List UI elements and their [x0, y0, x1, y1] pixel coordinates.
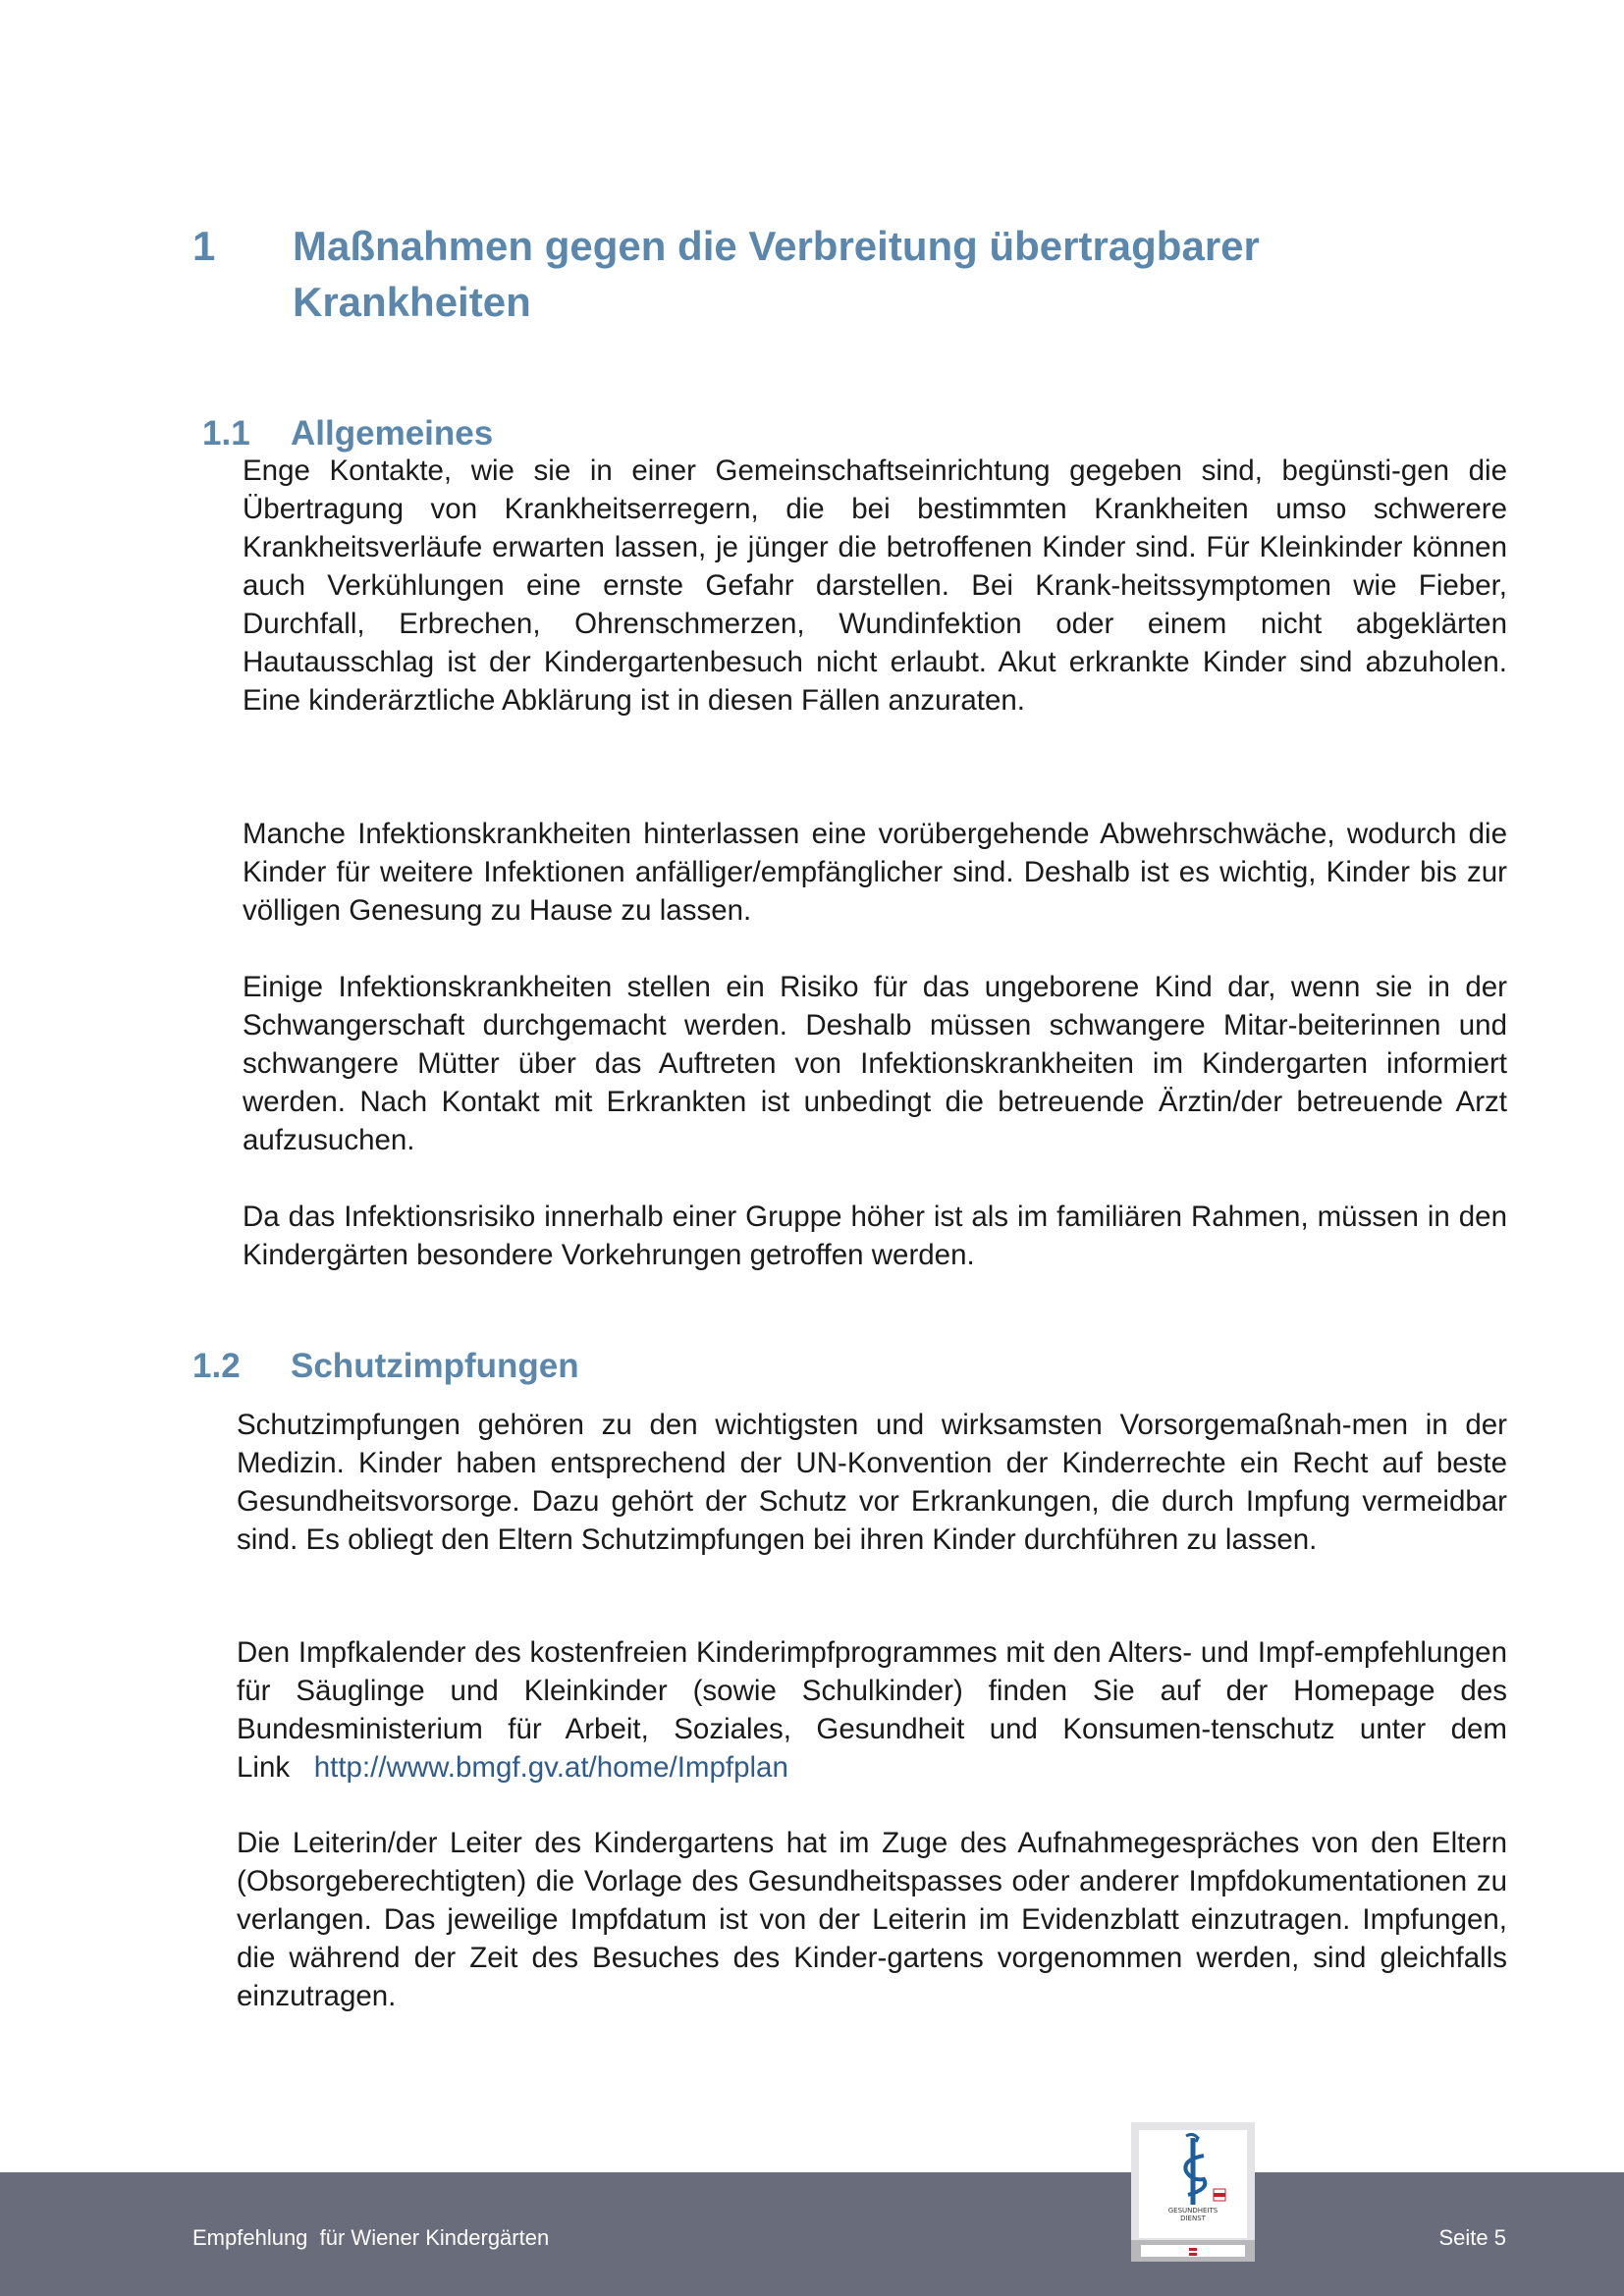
- chapter-number: 1: [192, 223, 216, 269]
- page-number: Seite 5: [1438, 2225, 1506, 2250]
- paragraph: [237, 1633, 1507, 1787]
- section-title: Allgemeines: [291, 414, 494, 453]
- logo-caption-line: GESUNDHEITS: [1167, 2207, 1218, 2215]
- paragraph: Da das Infektionsrisiko innerhalb einer Gruppe höher ist als im familiären Rahmen, müssen in den Kindergärten besondere Vorkehrungen getroffen werden.: [243, 1201, 1507, 1271]
- section-title: Schutzimpfungen: [291, 1347, 579, 1385]
- impfplan-link[interactable]: http://www.bmgf.gv.at/home/Impfplan: [313, 1751, 788, 1784]
- vienna-flag-icon: [1141, 2246, 1245, 2258]
- paragraph: Manche Infektionskrankheiten hinterlassen eine vorübergehende Abwehrschwäche, wodurch die Kinder für weitere Infektionen anfälliger/empfänglicher sind. Deshalb ist es wichtig, Kinder bis zur völligen Genesung zu Hause zu lassen.: [243, 818, 1507, 927]
- paragraph: Schutzimpfungen gehören zu den wichtigsten und wirksamsten Vorsorgemaßnah-men in der Medizin. Kinder haben entsprechend der UN-Konvention der Kinderrechte ein Recht auf beste Gesundheitsvorsorge. Dazu gehört der Schutz vor Erkrankungen, die durch Impfung vermeidbar sind. Es obliegt den Eltern Schutzimpfungen bei ihren Kinder durchführen zu lassen.: [237, 1409, 1507, 1556]
- section-number: 1.1: [202, 414, 250, 453]
- footer-bar: [0, 2172, 1624, 2296]
- logo-caption: [1139, 2207, 1247, 2222]
- logo-emblem: [1139, 2130, 1247, 2238]
- chapter-title: Maßnahmen gegen die Verbreitung übertragbarer Krankheiten: [293, 223, 1260, 325]
- logo-caption-line: DIENST: [1180, 2215, 1206, 2222]
- paragraph-text: Den Impfkalender des kostenfreien Kinderimpfprogrammes mit den Alters- und Impf-empfehlungen für Säuglinge und Kleinkinder (sowie Schulkinder) finden Sie auf der Homepage des Bundesministerium für Arbeit, Soziales, Gesundheit und Konsumen-tenschutz unter dem Link: [237, 1636, 1507, 1784]
- section-number: 1.2: [192, 1347, 241, 1385]
- paragraph: Einige Infektionskrankheiten stellen ein Risiko für das ungeborene Kind dar, wenn sie in der Schwangerschaft durchgemacht werden. Deshalb müssen schwangere Mitar-beiterinnen und schwangere Mütter über das Auftreten von Infektionskrankheiten im Kindergarten informiert werden. Nach Kontakt mit Erkrankten ist unbedingt die betreuende Ärztin/der betreuende Arzt aufzusuchen.: [243, 971, 1507, 1156]
- footer-title: Empfehlung für Wiener Kindergärten: [192, 2225, 550, 2250]
- paragraph: Enge Kontakte, wie sie in einer Gemeinschaftseinrichtung gegeben sind, begünsti-gen die Übertragung von Krankheitserregern, die bei bestimmten Krankheiten umso schwerere Krankheitsverläufe erwarten lassen, je jünger die betroffenen Kinder sind. Für Kleinkinder können auch Verkühlungen eine ernste Gefahr darstellen. Bei Krank-heitssymptomen wie Fieber, Durchfall, Erbrechen, Ohrenschmerzen, Wundinfektion oder einem nicht abgeklärten Hautausschlag ist der Kindergartenbesuch nicht erlaubt. Akut erkrankte Kinder sind abzuholen. Eine kinderärztliche Abklärung ist in diesen Fällen anzuraten.: [243, 454, 1507, 717]
- gesundheitsdienst-logo: [1131, 2122, 1255, 2262]
- logo-strip: [1131, 2240, 1255, 2262]
- aesculapian-staff-icon: [1139, 2130, 1247, 2209]
- paragraph: Die Leiterin/der Leiter des Kindergartens hat im Zuge des Aufnahmegespräches von den Eltern (Obsorgeberechtigten) die Vorlage des Gesundheitspasses oder anderer Impfdokumentationen zu verlangen. Das jeweilige Impfdatum ist von der Leiterin im Evidenzblatt einzutragen. Impfungen, die während der Zeit des Besuches des Kinder-gartens vorgenommen werden, sind gleichfalls einzutragen.: [237, 1827, 1507, 2012]
- logo-strip-inner: [1141, 2245, 1245, 2257]
